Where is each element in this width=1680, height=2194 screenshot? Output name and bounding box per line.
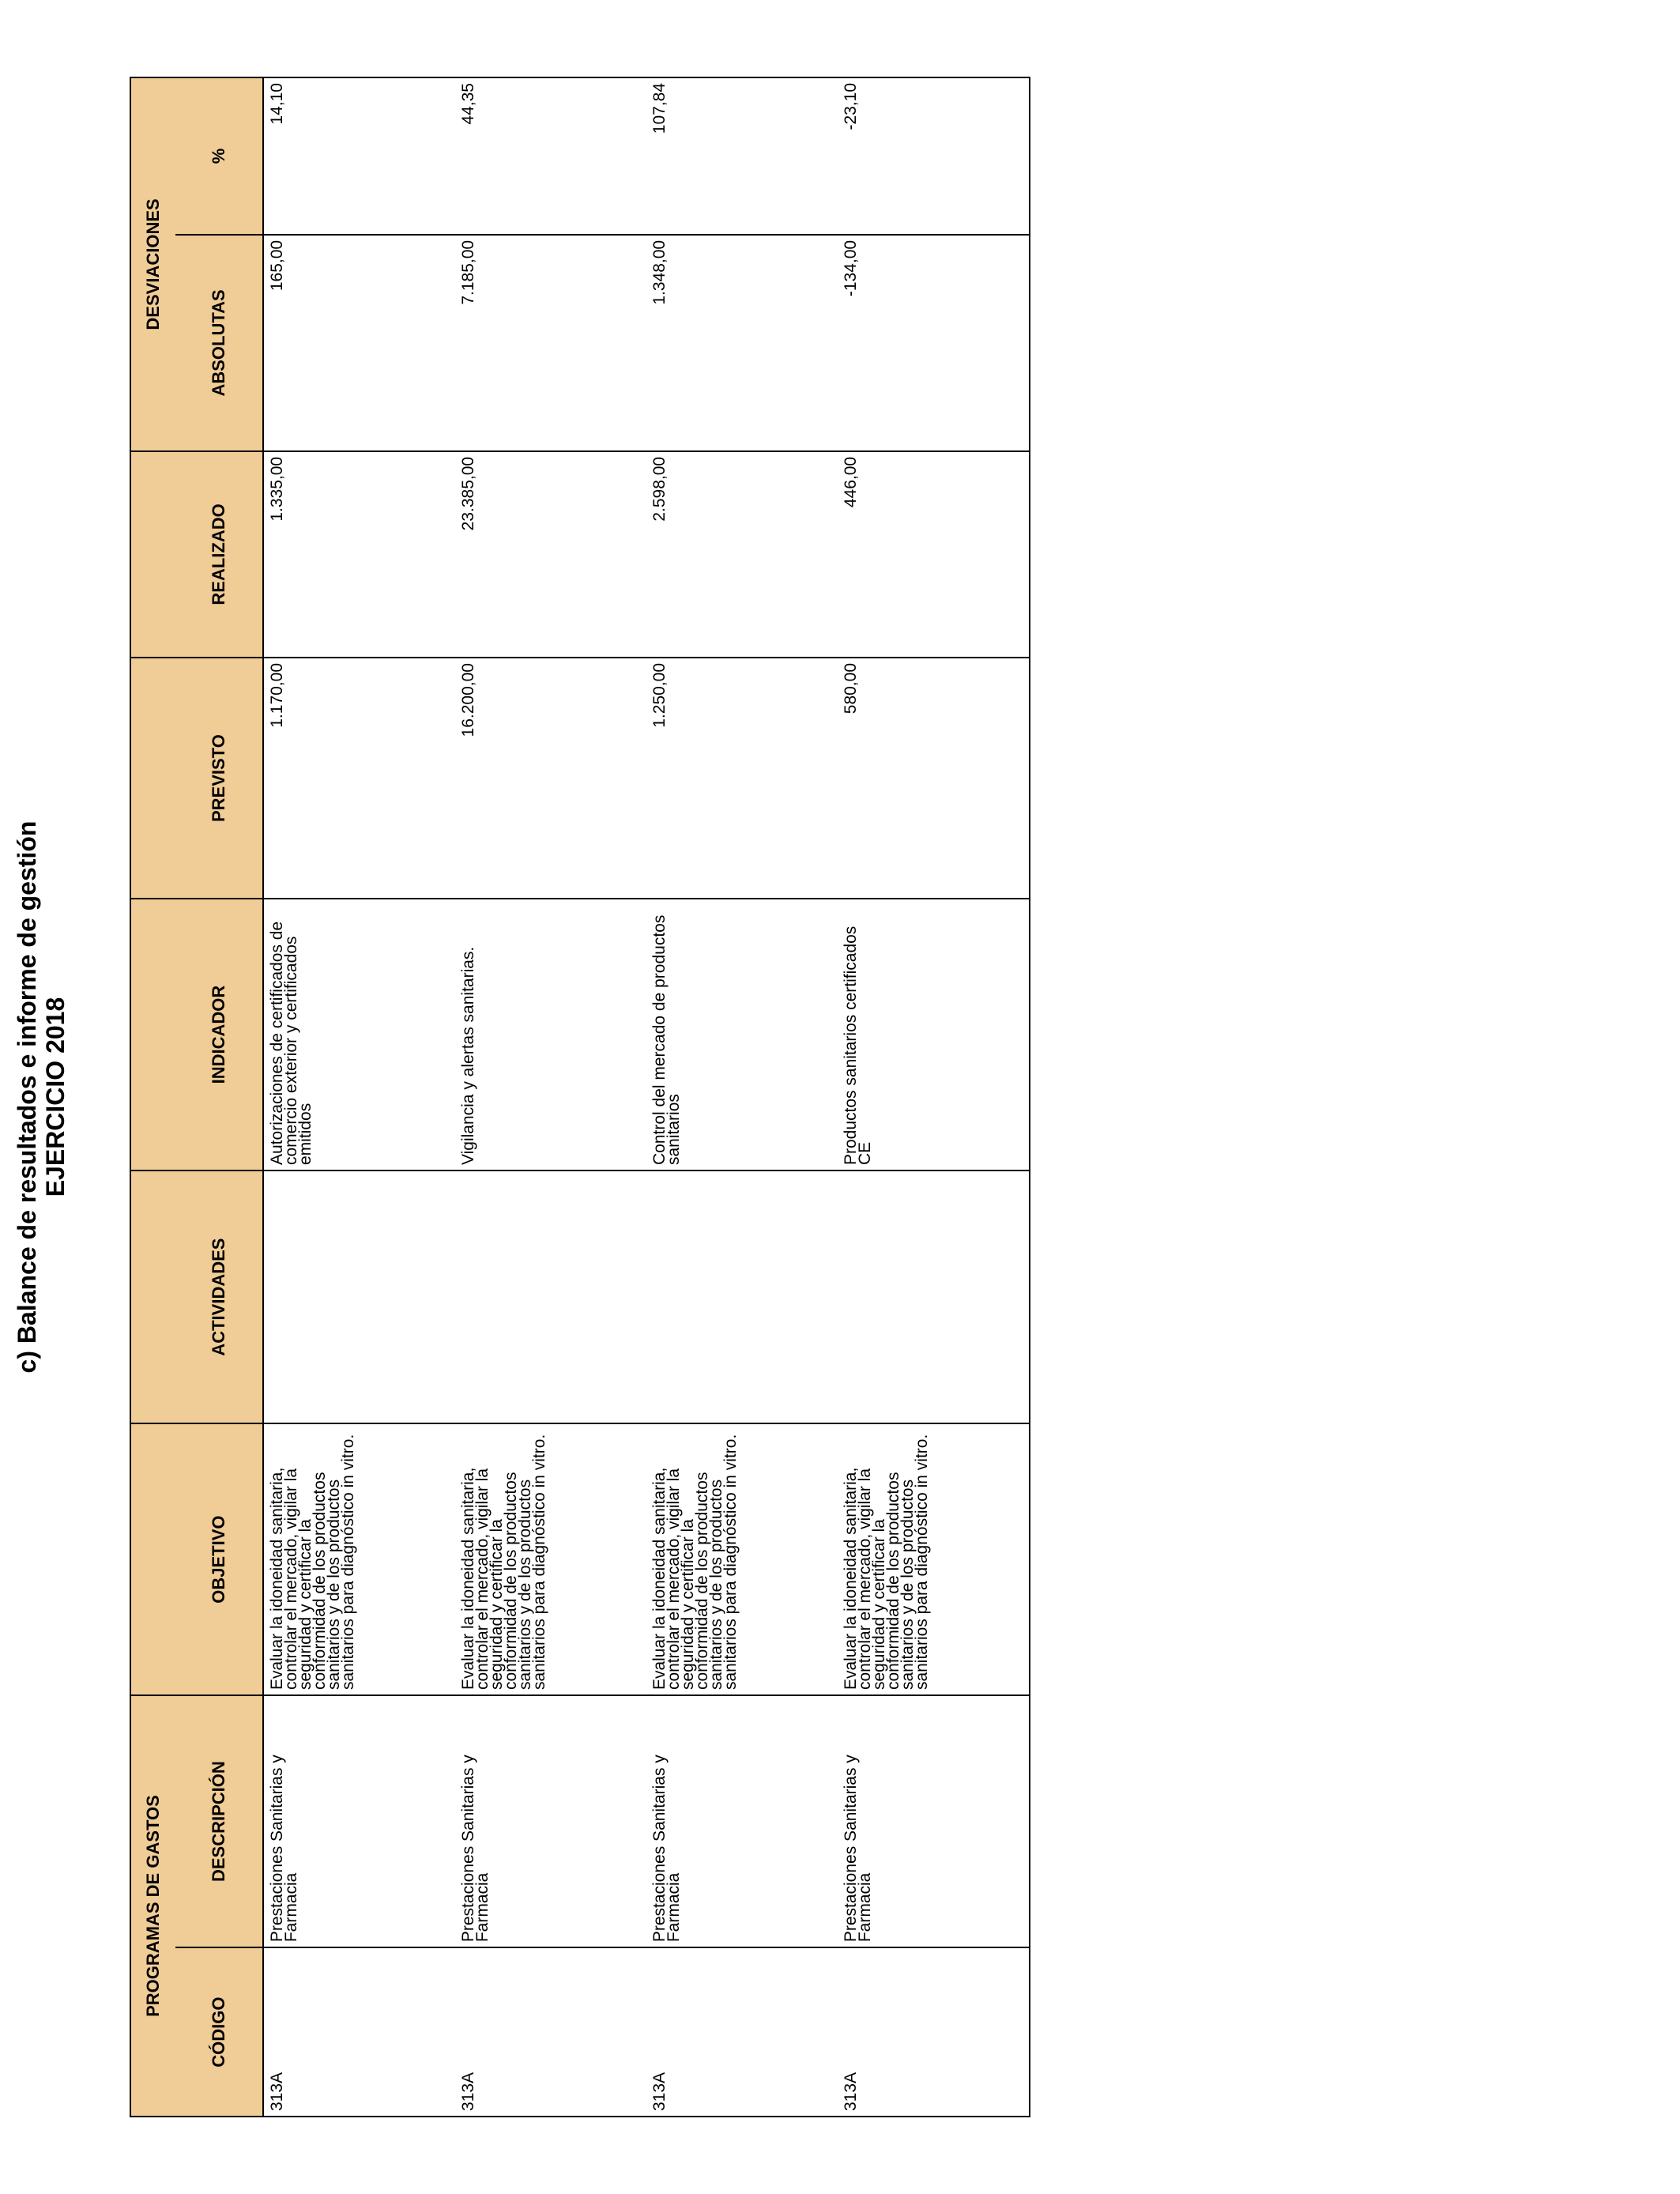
header-actividades: ACTIVIDADES — [175, 1171, 263, 1423]
cell-previsto: 1.250,00 — [646, 658, 838, 899]
cell-realizado: 23.385,00 — [455, 451, 646, 658]
cell-previsto: 580,00 — [838, 658, 1030, 899]
header-absolutas: ABSOLUTAS — [175, 235, 263, 451]
cell-porcentaje: 14,10 — [263, 77, 455, 235]
cell-actividades — [646, 1171, 838, 1423]
group-header-row — [130, 77, 175, 2117]
header-codigo: CÓDIGO — [175, 1947, 263, 2117]
header-objetivo: OBJETIVO — [175, 1423, 263, 1695]
header-realizado: REALIZADO — [175, 451, 263, 658]
page-title: c) Balance de resultados e informe de gestión — [13, 820, 41, 1374]
cell-descripcion: Prestaciones Sanitarias y Farmacia — [646, 1695, 838, 1947]
cell-descripcion: Prestaciones Sanitarias y Farmacia — [838, 1695, 1030, 1947]
page-subtitle: EJERCICIO 2018 — [41, 997, 70, 1197]
cell-absolutas: 1.348,00 — [646, 235, 838, 451]
cell-indicador: Vigilancia y alertas sanitarias. — [455, 899, 646, 1171]
cell-descripcion: Prestaciones Sanitarias y Farmacia — [263, 1695, 455, 1947]
cell-previsto: 16.200,00 — [455, 658, 646, 899]
header-realizado-blank — [130, 451, 175, 658]
header-porcentaje: % — [175, 77, 263, 235]
cell-realizado: 446,00 — [838, 451, 1030, 658]
cell-objetivo: Evaluar la idoneidad sanitaria, controlar el mercado, vigilar la seguridad y certificar la conformidad de los productos sanitarios y de los productos sanitarios para diagnóstico in vitro. — [455, 1423, 646, 1695]
table-row — [455, 77, 646, 2117]
header-desviaciones: DESVIACIONES — [130, 77, 175, 451]
cell-actividades — [838, 1171, 1030, 1423]
column-header-row — [175, 77, 263, 2117]
cell-realizado: 1.335,00 — [263, 451, 455, 658]
header-indicador: INDICADOR — [175, 899, 263, 1171]
cell-objetivo: Evaluar la idoneidad sanitaria, controlar el mercado, vigilar la seguridad y certificar la conformidad de los productos sanitarios y de los productos sanitarios para diagnóstico in vitro. — [838, 1423, 1030, 1695]
cell-indicador: Control del mercado de productos sanitarios — [646, 899, 838, 1171]
cell-codigo: 313A — [646, 1947, 838, 2117]
header-previsto: PREVISTO — [175, 658, 263, 899]
cell-porcentaje: -23,10 — [838, 77, 1030, 235]
cell-absolutas: 7.185,00 — [455, 235, 646, 451]
cell-porcentaje: 107,84 — [646, 77, 838, 235]
table-row — [263, 77, 455, 2117]
cell-actividades — [455, 1171, 646, 1423]
cell-indicador: Autorizaciones de certificados de comercio exterior y certificados emitidos — [263, 899, 455, 1171]
header-objetivo-blank — [130, 1423, 175, 1695]
cell-codigo: 313A — [263, 1947, 455, 2117]
cell-actividades — [263, 1171, 455, 1423]
table-row — [646, 77, 838, 2117]
cell-codigo: 313A — [838, 1947, 1030, 2117]
header-previsto-blank — [130, 658, 175, 899]
cell-descripcion: Prestaciones Sanitarias y Farmacia — [455, 1695, 646, 1947]
cell-indicador: Productos sanitarios certificados CE — [838, 899, 1030, 1171]
cell-previsto: 1.170,00 — [263, 658, 455, 899]
cell-codigo: 313A — [455, 1947, 646, 2117]
cell-porcentaje: 44,35 — [455, 77, 646, 235]
cell-absolutas: 165,00 — [263, 235, 455, 451]
header-programas-de-gastos: PROGRAMAS DE GASTOS — [130, 1695, 175, 2117]
table-row — [838, 77, 1030, 2117]
cell-objetivo: Evaluar la idoneidad sanitaria, controlar el mercado, vigilar la seguridad y certificar la conformidad de los productos sanitarios y de los productos sanitarios para diagnóstico in vitro. — [646, 1423, 838, 1695]
cell-objetivo: Evaluar la idoneidad sanitaria, controlar el mercado, vigilar la seguridad y certificar la conformidad de los productos sanitarios y de los productos sanitarios para diagnóstico in vitro. — [263, 1423, 455, 1695]
cell-realizado: 2.598,00 — [646, 451, 838, 658]
header-actividades-blank — [130, 1171, 175, 1423]
header-indicador-blank — [130, 899, 175, 1171]
cell-absolutas: -134,00 — [838, 235, 1030, 451]
results-table — [130, 77, 1030, 2117]
header-descripcion: DESCRIPCIÓN — [175, 1695, 263, 1947]
